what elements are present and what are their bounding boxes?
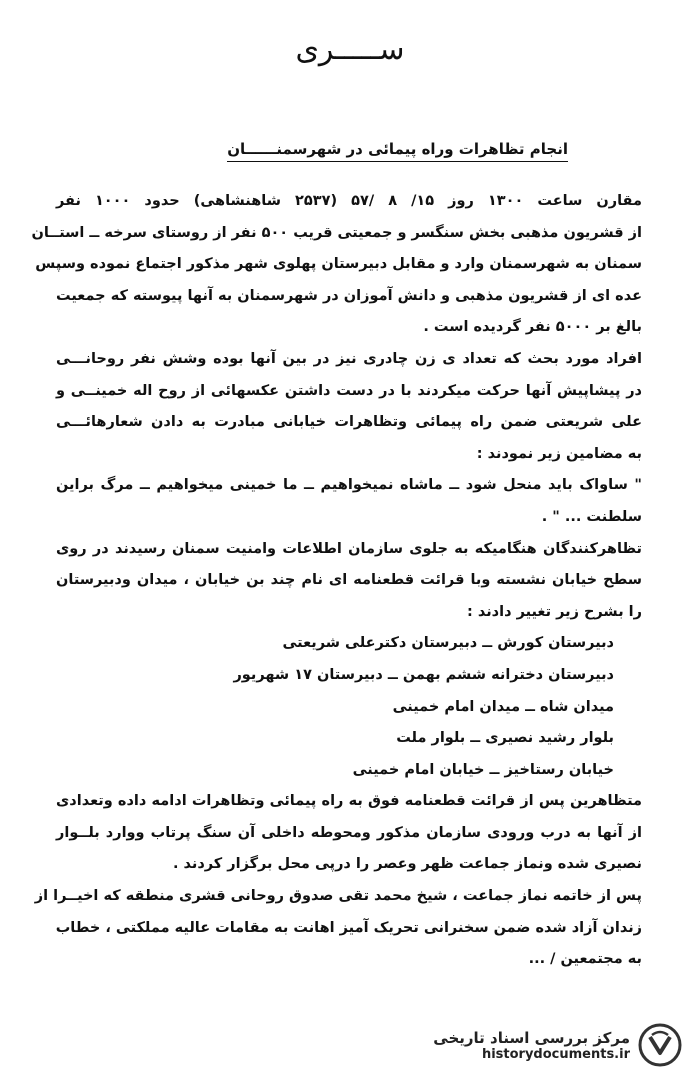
archive-website: historydocuments.ir: [481, 1046, 630, 1062]
document-line: سلطنت ... " .: [541, 508, 642, 525]
document-body: [31, 186, 642, 976]
archive-name: مرکز بررسی اسناد تاریخی: [433, 1028, 630, 1047]
document-line: سطح خیابان نشسته وبا قرائت قطعنامه ای نام چند بن خیابان ، میدان ودبیرستان: [56, 572, 642, 589]
document-line: پس از خاتمه نماز جماعت ، شیخ محمد تقی صدوق روحانی قشری منطقه که اخیــرا از: [34, 888, 642, 905]
document-line: " ساواک باید منحل شود ــ ماشاه نمیخواهیم ــ ما خمینی میخواهیم ــ مرگ براین: [56, 477, 642, 494]
archive-watermark: [412, 1014, 682, 1076]
document-line: به مجتمعین / ...: [528, 951, 642, 968]
document-line: از آنها به درب ورودی سازمان مذکور ومحوطه داخلی آن سنگ پرتاب ووارد بلــوار: [56, 824, 642, 841]
document-line: تظاهرکنندگان هنگامیکه به جلوی سازمان اطلاعات وامنیت سمنان رسیدند در روی: [56, 540, 642, 557]
document-line: از قشریون مذهبی بخش سنگسر و جمعیتی قریب ۵۰۰ نفر از روستای سرخه ــ استــان: [31, 224, 642, 241]
document-line: مقارن ساعت ۱۳۰۰ روز ۱۵/ ۸ /۵۷ (۲۵۳۷ شاهنشاهی) حدود ۱۰۰۰ نفر: [56, 193, 642, 209]
document-line: عده ای از قشریون مذهبی و دانش آموزان در شهرسمنان به آنها پیوسته که جمعیت: [56, 287, 642, 304]
document-line: سمنان به شهرسمنان وارد و مقابل دبیرستان پهلوی شهر مذکور اجتماع نموده وسپس: [35, 256, 642, 273]
classification-heading: ســـــری: [295, 32, 405, 67]
archive-logo-icon: [638, 1023, 682, 1067]
document-line: دبیرستان کورش ــ دبیرستان دکترعلی شریعتی: [282, 635, 614, 652]
document-title: انجام تظاهرات وراه پیمائی در شهرسمنــــــان: [227, 140, 568, 162]
document-line: افراد مورد بحث که تعداد ی زن چادری نیز در بین آنها بوده وشش نفر روحانـــی: [56, 350, 642, 367]
document-line: متظاهرین پس از قرائت قطعنامه فوق به راه پیمائی وتظاهرات ادامه داده وتعدادی: [56, 793, 642, 810]
archive-label: [433, 1029, 630, 1062]
document-line: نصیری شده ونماز جماعت ظهر وعصر را درپی محل برگزار کردند .: [172, 856, 642, 873]
document-line: بلوار رشید نصیری ــ بلوار ملت: [396, 730, 614, 747]
document-line: را بشرح زیر تغییر دادند :: [467, 603, 642, 620]
document-line: دبیرستان دخترانه ششم بهمن ــ دبیرستان ۱۷ شهریور: [233, 666, 614, 683]
document-line: زندان آزاد شده ضمن سخنرانی تحریک آمیز اهانت به مقامات عالیه مملکتی ، خطاب: [55, 919, 642, 936]
document-line: خیابان رستاخیز ــ خیابان امام خمینی: [352, 761, 614, 778]
document-line: میدان شاه ــ میدان امام خمینی: [392, 698, 614, 715]
document-line: در پیشاپیش آنها حرکت میکردند با در دست داشتن عکسهائی از روح اله خمینــی و: [56, 382, 642, 399]
document-line: بالغ بر ۵۰۰۰ نفر گردیده است .: [423, 319, 642, 336]
document-line: به مضامین زیر نمودند :: [476, 445, 642, 462]
document-line: علی شریعتی ضمن راه پیمائی وتظاهرات خیابانی مبادرت به دادن شعارهائـــی: [56, 414, 642, 431]
